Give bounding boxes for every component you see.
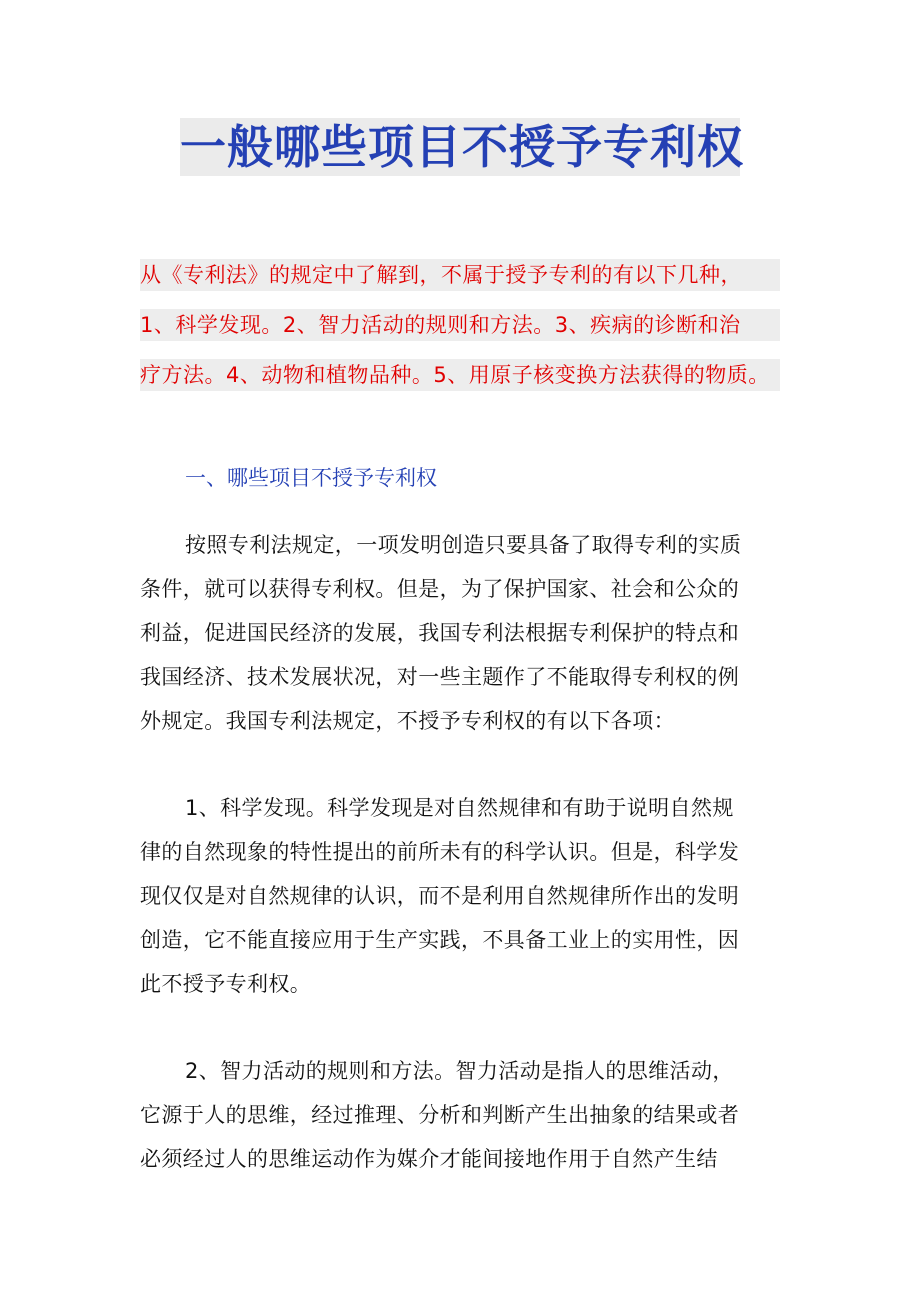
section-heading: 一、哪些项目不授予专利权 [185, 466, 437, 490]
paragraph-line: 此不授予专利权。 [140, 972, 312, 996]
paragraph-line: 利益，促进国民经济的发展，我国专利法根据专利保护的特点和 [140, 621, 740, 645]
paragraph-line: 条件，就可以获得专利权。但是，为了保护国家、社会和公众的 [140, 577, 740, 601]
paragraph-line: 它源于人的思维，经过推理、分析和判断产生出抽象的结果或者 [140, 1103, 740, 1127]
paragraph-line: 现仅仅是对自然规律的认识，而不是利用自然规律所作出的发明 [140, 884, 740, 908]
summary-line: 1、科学发现。2、智力活动的规则和方法。3、疾病的诊断和治 [140, 309, 780, 341]
paragraph-line: 1、科学发现。科学发现是对自然规律和有助于说明自然规 [185, 796, 734, 820]
summary-line: 从《专利法》的规定中了解到，不属于授予专利的有以下几种， [140, 259, 780, 291]
paragraph-line: 必须经过人的思维运动作为媒介才能间接地作用于自然产生结 [140, 1147, 718, 1171]
paragraph-line: 我国经济、技术发展状况，对一些主题作了不能取得专利权的例 [140, 665, 740, 689]
summary-line: 疗方法。4、动物和植物品种。5、用原子核变换方法获得的物质。 [140, 359, 780, 391]
paragraph-line: 2、智力活动的规则和方法。智力活动是指人的思维活动， [185, 1059, 734, 1083]
paragraph-line: 外规定。我国专利法规定，不授予专利权的有以下各项： [140, 709, 675, 733]
paragraph-line: 按照专利法规定，一项发明创造只要具备了取得专利的实质 [185, 533, 742, 557]
paragraph-line: 创造，它不能直接应用于生产实践，不具备工业上的实用性，因 [140, 928, 740, 952]
paragraph-line: 律的自然现象的特性提出的前所未有的科学认识。但是，科学发 [140, 840, 740, 864]
document-title: 一般哪些项目不授予专利权 [180, 120, 744, 174]
